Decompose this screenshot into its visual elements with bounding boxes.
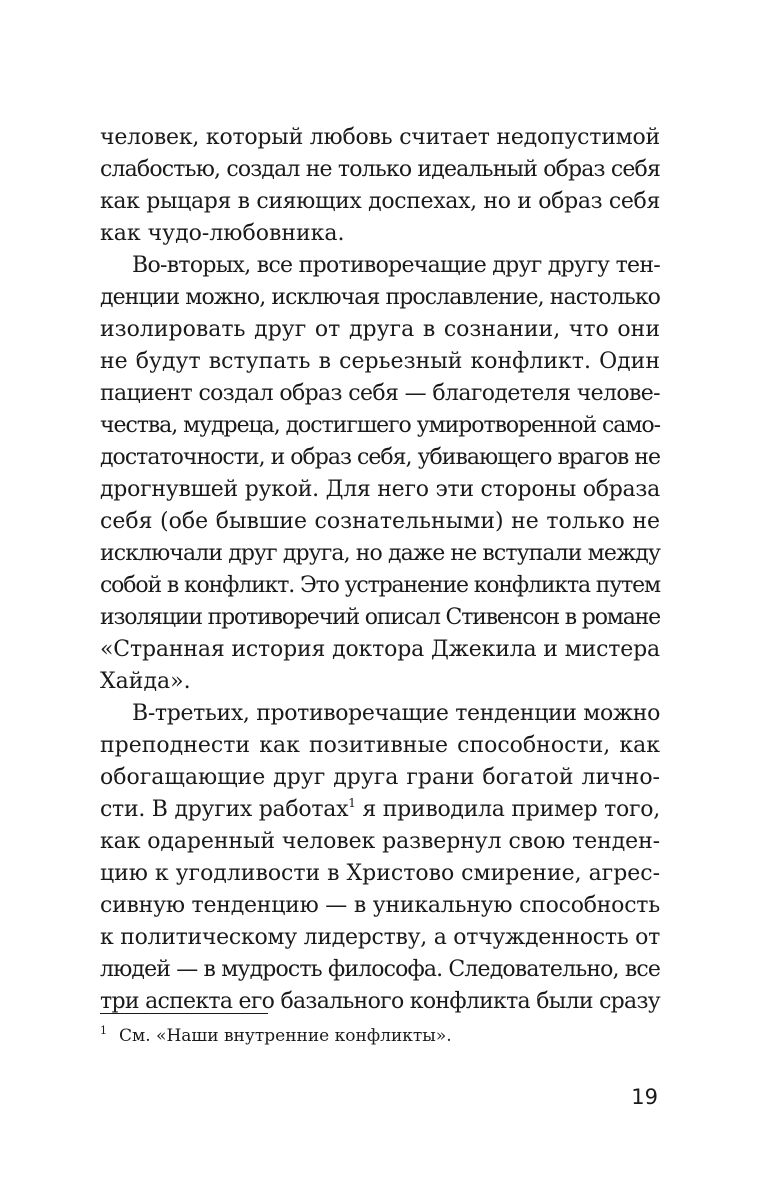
text-line: себя (обе бывшие сознательными) не только не (100, 509, 660, 534)
page-number: 19 (631, 1085, 658, 1109)
paragraph-start-line: В-третьих, противоречащие тенденции можно (132, 701, 660, 726)
text-line: как одаренный человек развернул свою тенден- (100, 829, 661, 854)
text-line: исключали друг друга, но даже не вступали между (100, 541, 660, 566)
text-line: изоляции противоречий описал Стивенсон в романе (100, 605, 660, 630)
footnote-divider (100, 1013, 268, 1014)
text-line: как рыцаря в сияющих доспехах, но и образ себя (100, 189, 660, 214)
text-line: чества, мудреца, достигшего умиротворенной само- (100, 413, 660, 438)
text-line: людей — в мудрость философа. Следовательно, все (100, 957, 660, 982)
text-line: слабостью, создал не только идеальный образ себя (100, 157, 661, 182)
footnote-mark: 1 (100, 1024, 107, 1037)
footnote (100, 1024, 660, 1048)
text-line: пациент создал образ себя — благодетеля челове- (100, 381, 660, 406)
text-line: дрогнувшей рукой. Для него эти стороны образа (100, 477, 660, 502)
body-text (100, 122, 660, 1018)
text-line: человек, который любовь считает недопустимой (100, 125, 660, 150)
text-line: изолировать друг от друга в сознании, что они (100, 317, 660, 342)
text-line: не будут вступать в серьезный конфликт. Один (100, 349, 660, 374)
text-line: обогащающие друг друга грани богатой лично- (100, 765, 660, 790)
footnote-reference[interactable]: 1 (348, 796, 356, 810)
text-segment: я приводила пример того, (355, 797, 660, 822)
text-line: преподнести как позитивные способности, как (100, 733, 660, 758)
paragraph-start-line: Во-вторых, все противоречащие друг другу тен- (132, 253, 660, 278)
text-line-with-footnote (100, 794, 660, 826)
text-line: цию к угодливости в Христово смирение, агрес- (100, 861, 660, 886)
text-line: как чудо-любовника. (100, 221, 345, 246)
text-line: «Странная история доктора Джекила и мистера (100, 637, 660, 662)
text-line: достаточности, и образ себя, убивающего врагов не (100, 445, 660, 470)
text-line: денции можно, исключая прославление, настолько (100, 285, 660, 310)
text-line: сивную тенденцию — в уникальную способность (100, 893, 660, 918)
text-line: собой в конфликт. Это устранение конфликта путем (100, 573, 660, 598)
text-line: Хайда». (100, 669, 191, 694)
text-line: к политическому лидерству, а отчужденность от (100, 925, 660, 950)
footnote-text: См. «Наши внутренние конфликты». (119, 1026, 452, 1046)
text-line: три аспекта его базального конфликта были сразу (100, 989, 660, 1014)
text-segment: сти. В других работах (100, 797, 349, 822)
